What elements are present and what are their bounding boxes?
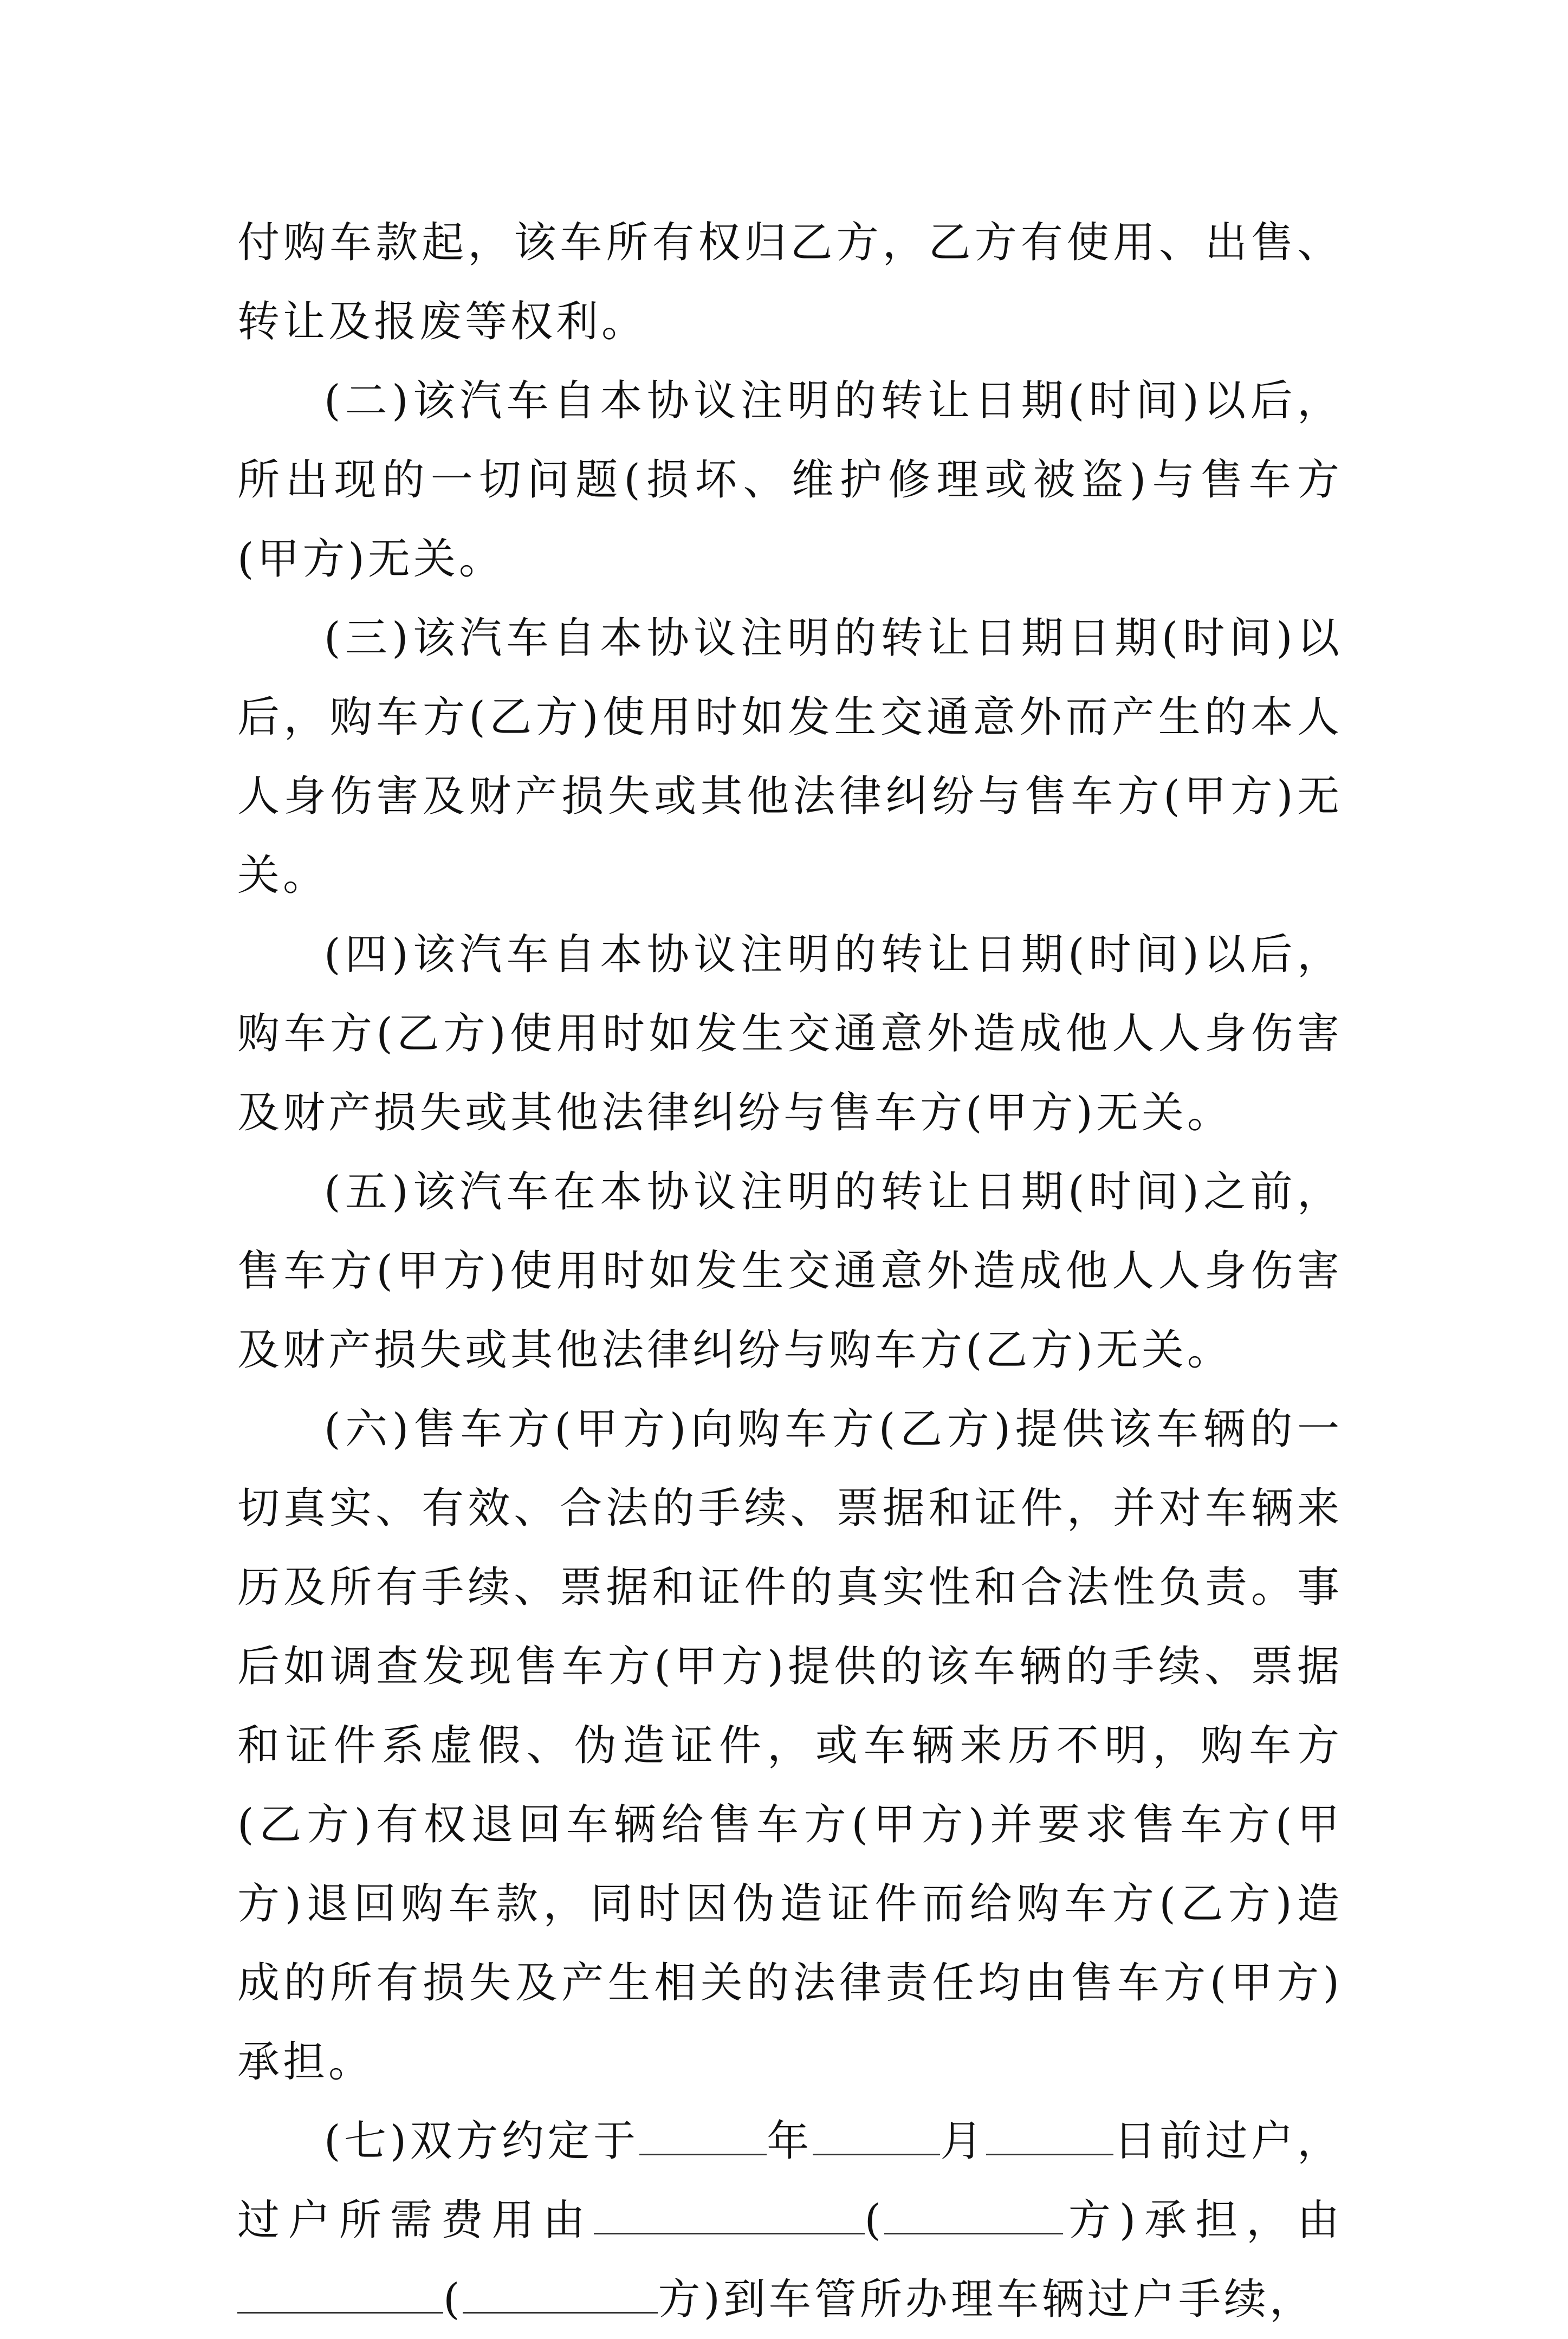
paragraph-ownership: 付购车款起，该车所有权归乙方，乙方有使用、出售、转让及报废等权利。: [237, 218, 1343, 346]
document-body: [237, 203, 1343, 2339]
paragraph-clause-5: (五)该汽车在本协议注明的转让日期(时间)之前，售车方(甲方)使用时如发生交通意外造成他人人身伤害及财产损失或其他法律纠纷与购车方(乙方)无关。: [237, 1168, 1343, 1375]
clause7-agent-paren-open: (: [443, 2275, 463, 2324]
paragraph-clause-4: (四)该汽车自本协议注明的转让日期(时间)以后，购车方(乙方)使用时如发生交通意外造成他人人身伤害及财产损失或其他法律纠纷与售车方(甲方)无关。: [237, 930, 1343, 1137]
fee-payer-blank[interactable]: [594, 2193, 865, 2234]
transfer-agent-side-blank[interactable]: [463, 2272, 658, 2314]
clause7-day-tail: 日前过户，过户所需费用由: [237, 2117, 1343, 2245]
clause7-year-label: 年: [766, 2117, 813, 2166]
clause7-agent-tail: 方)到车管所办理车辆过户手续，: [658, 2275, 1315, 2324]
clause7-lead: (七)双方约定于: [324, 2117, 639, 2166]
transfer-month-blank[interactable]: [813, 2114, 940, 2155]
clause7-fee-side-tail: 方)承担，由: [1062, 2196, 1343, 2245]
paragraph-clause-3: (三)该汽车自本协议注明的转让日期日期(时间)以后，购车方(乙方)使用时如发生交通意外而产生的本人人身伤害及财产损失或其他法律纠纷与售车方(甲方)无关。: [237, 614, 1343, 900]
paragraph-clause-7: [237, 2102, 1343, 2339]
transfer-day-blank[interactable]: [986, 2114, 1113, 2155]
transfer-year-blank[interactable]: [639, 2114, 767, 2155]
fee-payer-side-blank[interactable]: [884, 2193, 1063, 2234]
paragraph-clause-6: (六)售车方(甲方)向购车方(乙方)提供该车辆的一切真实、有效、合法的手续、票据和证件，并对车辆来历及所有手续、票据和证件的真实性和合法性负责。事后如调查发现售车方(甲方)提供的该车辆的手续、票据和证件系虚假、伪造证件，或车辆来历不明，购车方(乙方)有权退回车辆给售车方(甲方)并要求售车方(甲方)退回购车款，同时因伪造证件而给购车方(乙方)造成的所有损失及产生相关的法律责任均由售车方(甲方)承担。: [237, 1405, 1343, 2087]
paragraph-clause-2: (二)该汽车自本协议注明的转让日期(时间)以后，所出现的一切问题(损坏、维护修理或被盗)与售车方(甲方)无关。: [237, 377, 1343, 584]
transfer-agent-blank[interactable]: [237, 2272, 443, 2314]
clause7-paren-open: (: [864, 2196, 884, 2245]
clause7-month-label: 月: [939, 2117, 986, 2166]
